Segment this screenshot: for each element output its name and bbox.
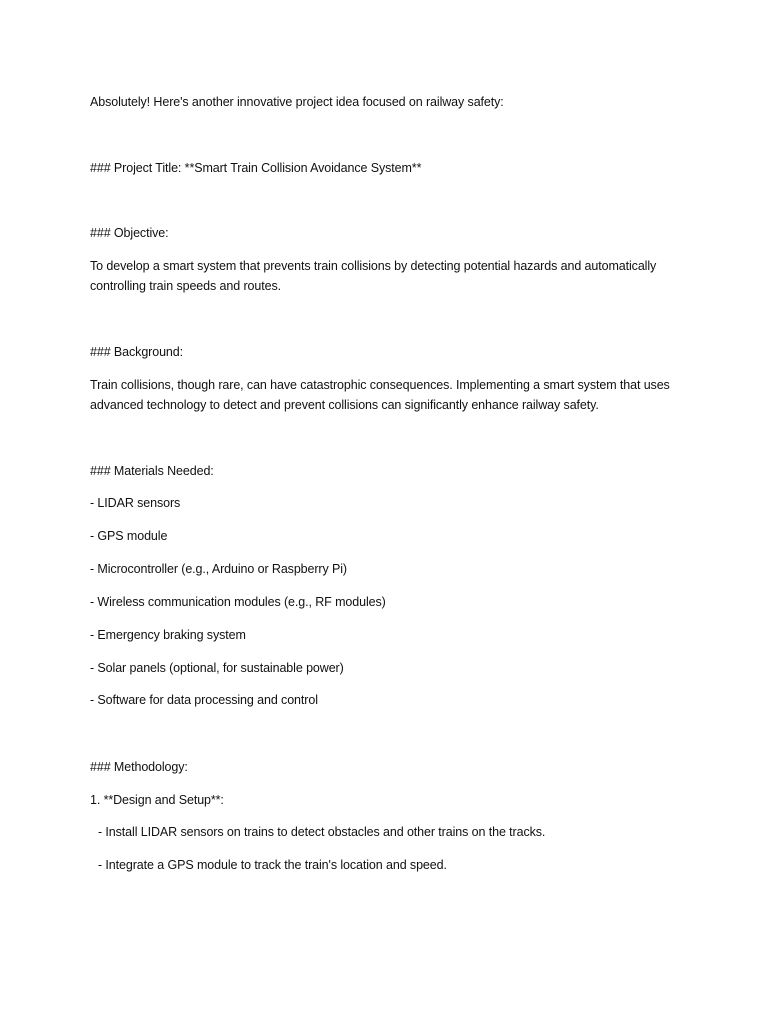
materials-list-item: - GPS module	[90, 529, 168, 543]
methodology-substep: - Install LIDAR sensors on trains to detect obstacles and other trains on the tracks.	[98, 825, 546, 839]
methodology-step: 1. **Design and Setup**:	[90, 793, 224, 807]
materials-list-item: - Wireless communication modules (e.g., RF modules)	[90, 595, 386, 609]
materials-list-item: - Emergency braking system	[90, 628, 246, 642]
materials-list-item: - LIDAR sensors	[90, 496, 181, 510]
project-title: ### Project Title: **Smart Train Collision Avoidance System**	[90, 161, 422, 175]
methodology-substep: - Integrate a GPS module to track the train's location and speed.	[98, 858, 447, 872]
materials-list-item: - Software for data processing and control	[90, 693, 318, 707]
intro-paragraph: Absolutely! Here's another innovative project idea focused on railway safety:	[90, 95, 504, 109]
background-heading: ### Background:	[90, 345, 184, 359]
materials-list-item: - Microcontroller (e.g., Arduino or Raspberry Pi)	[90, 562, 347, 576]
objective-paragraph: To develop a smart system that prevents train collisions by detecting potential hazards and automatically controlling train speeds and routes.	[90, 259, 660, 293]
materials-heading: ### Materials Needed:	[90, 464, 214, 478]
background-paragraph: Train collisions, though rare, can have catastrophic consequences. Implementing a smart system that uses advanced technology to detect and prevent collisions can significantly enhance railway safety.	[90, 378, 674, 412]
materials-list-item: - Solar panels (optional, for sustainable power)	[90, 661, 344, 675]
objective-heading: ### Objective:	[90, 226, 169, 240]
methodology-heading: ### Methodology:	[90, 760, 188, 774]
